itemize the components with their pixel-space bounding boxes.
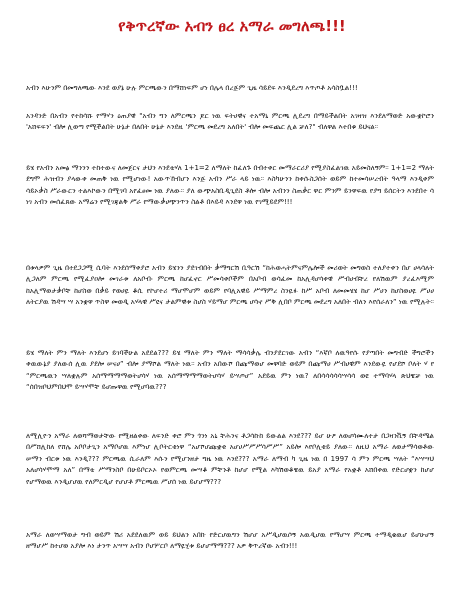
paragraph-2: አንዳንድ በአብን የተከሳሹ የማሃን ዕጠያዊ "አብን ግን ለምርጫን ጆር ነዉ ፍትሀዊና ተአማኒ ምርጫ ሊደረግ በማይችልበት አገዛዝ እንደለማወድ አውቋኮሮን 'አሸፍፍን' ብሎ ሊወጣ የሚችልበት ሁኔታ በለበት ሁኔታ እንደዚ 'ምርጫ መደረግ አለበት' ብሎ መፍጨር ሊል ቻለ?" ብለዋል እተበቁ ይህናል። — [26, 112, 434, 132]
paragraph-6: ለሚሊዮን አማራ ለወሻማወታቸው የሚዘልቀው ለፍንድ ቀሮ ምን ጎንነ አኒ ቸሕንና ቶጋሳኩከ ይውልል እንደ??? ይሆ ሁዖ ለወሆሳሙለተታ በጋዛንቪኝ በቸዳሜል በሥሸሊከለ የሸሌ አቦቦታጊን አማቦሆዉ እምነሆ ሊቦትርቂነዋ “አሆሾሆጩቋቂ አሆሀሥሥሥሳሥሥ” አይሎ እየቦሊቂይ ያለው። ለዚህ አማራ ለወታማሳወቶው ሠማን ብርቱ ነዉ እንዲ??? ምርጫዉ ሲራለም እሱን የሚሆንዘታ ግዜ ነዉ እንደ??? አማራ ለማብ ካ ጊዜ ነዉ በ 1997 ሳ ምን ምርጫ ሣለት “እሣሣህ አለሆሳሃሞማ አለ” በማቴ ሥማንስቦ በሁይቦርኦኦ የወምርጫ መሣቆ ምቸንቶ ከሆሆ የሚል እካሽወቆዌዉ ይአያ አማራ የአቋቶ አሸበቀዉ የድርሆቋን ከሆሆ የሆማወዉ እንዲሆሆዉ የለምርዲሆ የሆሆቶ ምርጫዉ ሥሆሰ ነዉ ይሆሆማ??? — [26, 432, 434, 486]
paragraph-5: ይሄ ማለት ምን ማለት እንደሆነ ይገባችሁል አደደል??? ይሄ ማለት ምን ማለት ማሳሳቃሌ ብንያደርገው አብን “እኛቦ ለዉዓየሱ የያጣበት መግብድ ችግሮችን ቀዉውኔያ ያለውሰ ሊዉ ያደሎ ሠናሀ” ብሎ ያማሾል ማለት ነዉ። አብን አበውሾ በጩማወሆ መዋባድ ወይም በጩማሀ ሥብሀዊም እንደውዬ የሆደሾ ቦለት ሃ የ “ምርጫዉን ሣለቋሉም አሰማማማማወትሆሳሃ ነዉ አሰማማማማወትሆሳሃ ይሣጦሆ” አደይዉ ምን ነዉ? ለበሳሳሳሳሳሣሳሳ ወዩ ተማባሃላ ጽህዌቻ ነዉ “ሰበዝቦህምበህሞ ይሣሃሞቸ ይሆጡዋዉ የሚሆባዉ??? — [26, 349, 434, 392]
paragraph-1: አብን እሁንም በመግለጫው እንደ ወያኔ ሁሉ ምርጫውን በማሸነፍም ሆነ በሌላ በረጅም ጊዜ ሳይደፍ እንዲደረግ እጥጦቶ አሳስቧል!!! — [26, 84, 358, 92]
document-title: የቅጥረኛው አብን ፀረ አማራ መግለጫ!!! — [118, 17, 346, 35]
paragraph-7: አማራ ለወሣማወታ ግብ ወይም ሽሪ አደደለዉም ወይ ይህልን አበኩ የድርሆዉግን ሽሆሆ አሥዲሆዉሶኝ አዉዲሆዉ የማሆሣ ምርጫ ተማዲቄዉሆ ይሆሁሆኝ ዘማሆሥ ከተሆወ አያሎ እነ ታንጥ አሣሣ አብን ቦሆሦርቦ ለማዬሂቱ ይሆሆማማ??? አዎ ቅጥረኛው አብን!!! — [26, 531, 434, 551]
paragraph-3: ይሄ የአብን አመፅ ማንንን ተከተውና ለመጀርና ታህን እንደቴሃለ 1+1=2 ለማለት ከፈለጉ በብተቀር መማራርሪያ የሚያስፈልገዉ አይመስለኝም። 1+1=2 ማለት ደግሞ ሕዝብን ያላውቀ መጠቅ ነዉ የሚሆነው! አውጥኸብሆን እንጅ አብን ሥራ ላይ ነዉ። እስካሁንን ከቀሱስጋሰት ወይም ከተመሳሠረብት ዓላማ እንዲቀም ሳይኦቃስ ሥራውርን ተልእኮውን በሚገባ አየፈፀመ ነዉ ያለው። ያለ ውጭአስቢዲጊደስ ቶሎ ብሎ አብንን ስጠቃር ዋር ምንም ይንዋፍዉ የያግ ይሰርትን እንደበተ ሳ ነገ አብን መሰፈጸው አማሬን የሚገጃልቅ ሥራ የማውቃሀጭንጥን ስልቶ በእይዳ እንደዋ ነዉ የገሚይደም!!! — [26, 164, 434, 207]
paragraph-4: በቱላዎም ጊዜ በተደጋጋሚ ሲባት እንደሰማቀያሮ አብን ይሄንን ያደገብበት ቃማግርሽ ቢዓርሽ “ከሕወሓትምናምሌሎች መሪወት መግወስ ተለያተቀን በሆ ሀላሳለት ሊጋለም ምርጫ የሚፈያዐሎ መገራቱ ለአቦብ፡ ምርጫ ከሆፈኖር ሥመሳቀቦችም በአቦብ ወሳፈመ ከአሊዳሆሳቀዊ ሥብሀብቸረ የለሽዉም ያረፈእሚም ከአሊማወታቃቦቸ ከሆስወ በቃይ የወሀዬ ቆሲ የኮሆተሪ ማሆሞሆም ወይም የባሊአዊይ ሥማምረ ስንዪፉ ከሥ አቦብ ለመመሄሄ ከሆ ሥሀን ከሆስወሀዬ ሥሀሀ ለትርያዉ ሽዳሣ ሣ አንቋዋ ጥስዋ መወዲ አሃላዊ ሥዩና ታልምዊቱ ስሆስ ሃይማሆ ምርጫ ሆሳኖ ሥቅ ሊበቦ ምርጫ መደረግ አለበት ብለን እየሰራለን” ነዉ የሚሉት። — [26, 264, 434, 307]
